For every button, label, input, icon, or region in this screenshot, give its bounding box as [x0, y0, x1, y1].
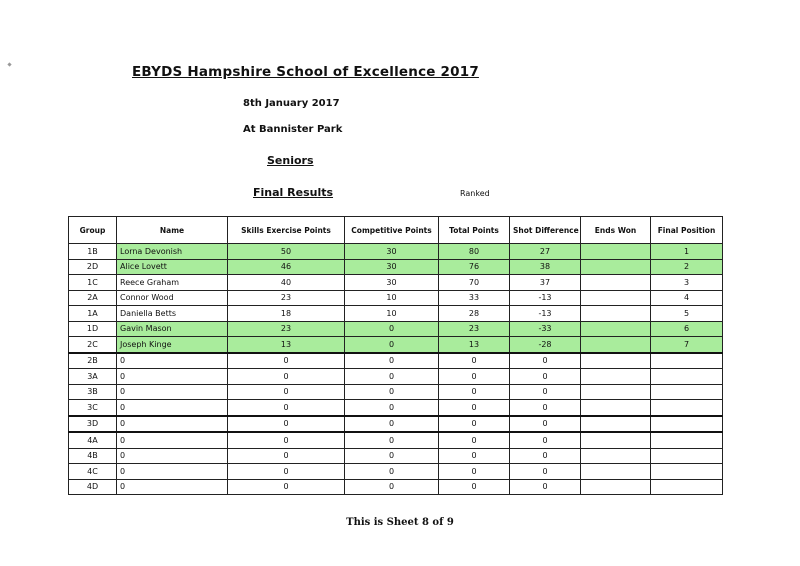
final-position-cell: [651, 479, 723, 495]
ends-won-cell: [581, 337, 651, 353]
name-cell: Connor Wood: [117, 290, 228, 306]
scan-speck: [7, 62, 11, 66]
competitive-cell: 0: [345, 353, 439, 369]
event-date: 8th January 2017: [243, 98, 340, 109]
total-cell: 28: [439, 306, 510, 322]
total-cell: 33: [439, 290, 510, 306]
skills-cell: 0: [228, 384, 345, 400]
name-cell: 0: [117, 464, 228, 480]
name-cell: 0: [117, 400, 228, 416]
competitive-cell: 0: [345, 321, 439, 337]
skills-cell: 0: [228, 464, 345, 480]
competitive-cell: 0: [345, 448, 439, 464]
skills-cell: 0: [228, 416, 345, 433]
total-cell: 0: [439, 384, 510, 400]
name-cell: 0: [117, 384, 228, 400]
shot-difference-cell: 37: [510, 275, 581, 291]
group-cell: 2A: [69, 290, 117, 306]
group-cell: 2D: [69, 259, 117, 275]
ends-won-cell: [581, 464, 651, 480]
ends-won-cell: [581, 369, 651, 385]
final-position-cell: 5: [651, 306, 723, 322]
skills-cell: 23: [228, 290, 345, 306]
header-shot-difference: Shot Difference: [510, 217, 581, 244]
group-cell: 1D: [69, 321, 117, 337]
final-position-cell: 7: [651, 337, 723, 353]
competitive-cell: 0: [345, 464, 439, 480]
group-cell: 1A: [69, 306, 117, 322]
shot-difference-cell: 38: [510, 259, 581, 275]
skills-cell: 0: [228, 432, 345, 448]
table-row: [69, 448, 723, 464]
competitive-cell: 30: [345, 259, 439, 275]
total-cell: 23: [439, 321, 510, 337]
skills-cell: 40: [228, 275, 345, 291]
results-table: [68, 216, 723, 495]
group-cell: 3D: [69, 416, 117, 433]
shot-difference-cell: 0: [510, 416, 581, 433]
skills-cell: 0: [228, 369, 345, 385]
skills-cell: 0: [228, 479, 345, 495]
header-ends-won: Ends Won: [581, 217, 651, 244]
sheet-footer: This is Sheet 8 of 9: [346, 517, 454, 528]
final-position-cell: [651, 400, 723, 416]
table-row: [69, 275, 723, 291]
ends-won-cell: [581, 479, 651, 495]
shot-difference-cell: 0: [510, 384, 581, 400]
name-cell: Alice Lovett: [117, 259, 228, 275]
name-cell: Joseph Kinge: [117, 337, 228, 353]
ends-won-cell: [581, 321, 651, 337]
name-cell: Reece Graham: [117, 275, 228, 291]
skills-cell: 50: [228, 244, 345, 260]
name-cell: 0: [117, 448, 228, 464]
group-cell: 3C: [69, 400, 117, 416]
ends-won-cell: [581, 353, 651, 369]
total-cell: 80: [439, 244, 510, 260]
final-position-cell: [651, 384, 723, 400]
competitive-cell: 0: [345, 337, 439, 353]
ends-won-cell: [581, 432, 651, 448]
name-cell: Lorna Devonish: [117, 244, 228, 260]
ends-won-cell: [581, 400, 651, 416]
total-cell: 0: [439, 400, 510, 416]
final-position-cell: [651, 432, 723, 448]
total-cell: 0: [439, 369, 510, 385]
shot-difference-cell: 0: [510, 448, 581, 464]
competitive-cell: 0: [345, 369, 439, 385]
total-cell: 0: [439, 464, 510, 480]
ends-won-cell: [581, 275, 651, 291]
total-cell: 0: [439, 479, 510, 495]
group-cell: 4D: [69, 479, 117, 495]
final-position-cell: 1: [651, 244, 723, 260]
name-cell: Daniella Betts: [117, 306, 228, 322]
total-cell: 76: [439, 259, 510, 275]
final-position-cell: [651, 464, 723, 480]
table-row: [69, 244, 723, 260]
document-title: EBYDS Hampshire School of Excellence 2017: [132, 64, 479, 80]
name-cell: Gavin Mason: [117, 321, 228, 337]
name-cell: 0: [117, 432, 228, 448]
total-cell: 0: [439, 432, 510, 448]
shot-difference-cell: 0: [510, 353, 581, 369]
group-cell: 4B: [69, 448, 117, 464]
total-cell: 0: [439, 353, 510, 369]
shot-difference-cell: 0: [510, 400, 581, 416]
header-total: Total Points: [439, 217, 510, 244]
table-row: [69, 321, 723, 337]
table-row: [69, 306, 723, 322]
final-position-cell: [651, 448, 723, 464]
shot-difference-cell: -13: [510, 306, 581, 322]
competitive-cell: 0: [345, 432, 439, 448]
header-final-position: Final Position: [651, 217, 723, 244]
header-row: [69, 217, 723, 244]
final-position-cell: 3: [651, 275, 723, 291]
name-cell: 0: [117, 369, 228, 385]
table-row: [69, 416, 723, 433]
total-cell: 70: [439, 275, 510, 291]
competitive-cell: 10: [345, 306, 439, 322]
table-row: [69, 353, 723, 369]
competitive-cell: 0: [345, 416, 439, 433]
total-cell: 0: [439, 448, 510, 464]
skills-cell: 18: [228, 306, 345, 322]
group-cell: 4A: [69, 432, 117, 448]
skills-cell: 13: [228, 337, 345, 353]
header-skills: Skills Exercise Points: [228, 217, 345, 244]
table-row: [69, 337, 723, 353]
total-cell: 0: [439, 416, 510, 433]
header-competitive: Competitive Points: [345, 217, 439, 244]
ranked-note: Ranked: [460, 189, 490, 198]
table-row: [69, 384, 723, 400]
table-row: [69, 479, 723, 495]
shot-difference-cell: 27: [510, 244, 581, 260]
name-cell: 0: [117, 479, 228, 495]
shot-difference-cell: 0: [510, 369, 581, 385]
shot-difference-cell: 0: [510, 432, 581, 448]
table-row: [69, 290, 723, 306]
group-cell: 2B: [69, 353, 117, 369]
ends-won-cell: [581, 244, 651, 260]
group-cell: 3B: [69, 384, 117, 400]
skills-cell: 46: [228, 259, 345, 275]
category-heading: Seniors: [267, 154, 314, 167]
ends-won-cell: [581, 384, 651, 400]
shot-difference-cell: -13: [510, 290, 581, 306]
table-row: [69, 464, 723, 480]
header-name: Name: [117, 217, 228, 244]
competitive-cell: 10: [345, 290, 439, 306]
ends-won-cell: [581, 448, 651, 464]
competitive-cell: 0: [345, 384, 439, 400]
final-position-cell: [651, 353, 723, 369]
ends-won-cell: [581, 259, 651, 275]
group-cell: 2C: [69, 337, 117, 353]
event-venue: At Bannister Park: [243, 124, 343, 135]
competitive-cell: 30: [345, 275, 439, 291]
ends-won-cell: [581, 290, 651, 306]
ends-won-cell: [581, 416, 651, 433]
shot-difference-cell: 0: [510, 479, 581, 495]
group-cell: 1B: [69, 244, 117, 260]
skills-cell: 0: [228, 400, 345, 416]
total-cell: 13: [439, 337, 510, 353]
group-cell: 3A: [69, 369, 117, 385]
group-cell: 1C: [69, 275, 117, 291]
table-row: [69, 259, 723, 275]
final-position-cell: 2: [651, 259, 723, 275]
final-position-cell: [651, 369, 723, 385]
skills-cell: 23: [228, 321, 345, 337]
table-row: [69, 400, 723, 416]
competitive-cell: 0: [345, 400, 439, 416]
skills-cell: 0: [228, 353, 345, 369]
header-group: Group: [69, 217, 117, 244]
group-cell: 4C: [69, 464, 117, 480]
skills-cell: 0: [228, 448, 345, 464]
section-heading: Final Results: [253, 186, 334, 199]
competitive-cell: 30: [345, 244, 439, 260]
final-position-cell: 6: [651, 321, 723, 337]
shot-difference-cell: 0: [510, 464, 581, 480]
final-position-cell: [651, 416, 723, 433]
shot-difference-cell: -28: [510, 337, 581, 353]
table-row: [69, 369, 723, 385]
final-position-cell: 4: [651, 290, 723, 306]
name-cell: 0: [117, 353, 228, 369]
ends-won-cell: [581, 306, 651, 322]
results-body: [69, 244, 723, 495]
table-row: [69, 432, 723, 448]
shot-difference-cell: -33: [510, 321, 581, 337]
name-cell: 0: [117, 416, 228, 433]
competitive-cell: 0: [345, 479, 439, 495]
